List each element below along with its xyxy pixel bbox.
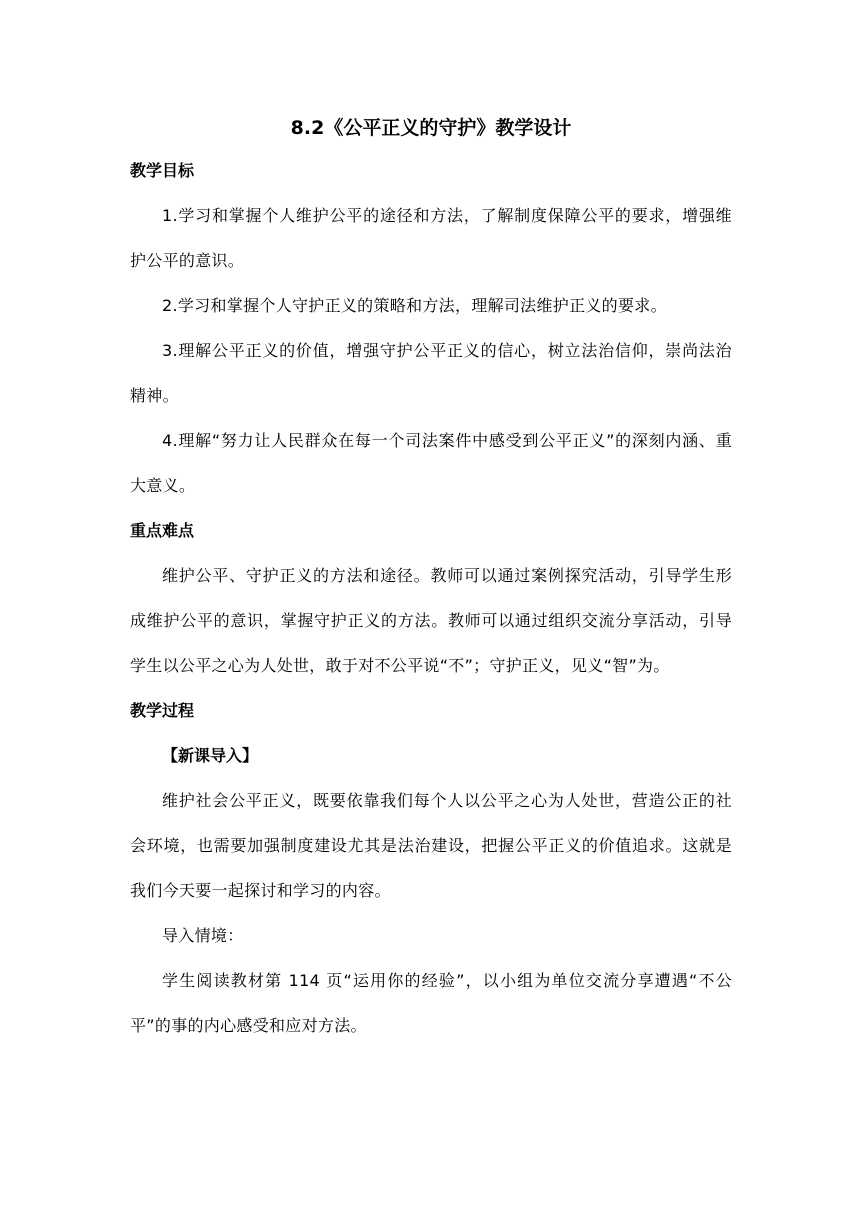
scenario-label: 导入情境： xyxy=(162,926,244,945)
intro-text: 维护社会公平正义，既要依靠我们每个人以公平之心为人处世，营造公正的社会环境，也需要加强制度建设尤其是法治建设，把握公平正义的价值追求。这就是我们今天要一起探讨和学习的内容。 xyxy=(130,791,732,900)
key-points-section xyxy=(130,508,732,688)
objectives-heading: 教学目标 xyxy=(130,161,195,180)
process-section xyxy=(130,688,732,1048)
objective-item-4: 4.理解“努力让人民群众在每一个司法案件中感受到公平正义”的深刻内涵、重大意义。 xyxy=(130,431,732,495)
document-title: 8.2《公平正义的守护》教学设计 xyxy=(290,117,572,139)
intro-heading: 【新课导入】 xyxy=(162,746,259,765)
objective-item-3: 3.理解公平正义的价值，增强守护公平正义的信心，树立法治信仰，崇尚法治精神。 xyxy=(130,341,732,405)
key-points-heading: 重点难点 xyxy=(130,521,195,540)
objective-item-2: 2.学习和掌握个人守护正义的策略和方法，理解司法维护正义的要求。 xyxy=(162,296,667,315)
objective-item-1: 1.学习和掌握个人维护公平的途径和方法，了解制度保障公平的要求，增强维护公平的意识。 xyxy=(130,206,732,270)
process-heading: 教学过程 xyxy=(130,701,195,720)
objectives-section xyxy=(130,148,732,508)
key-points-text: 维护公平、守护正义的方法和途径。教师可以通过案例探究活动，引导学生形成维护公平的意识，掌握守护正义的方法。教师可以通过组织交流分享活动，引导学生以公平之心为人处世，敢于对不公平说“不”；守护正义，见义“智”为。 xyxy=(130,566,732,675)
document-page xyxy=(130,108,732,1048)
scenario-text: 学生阅读教材第 114 页“运用你的经验”，以小组为单位交流分享遭遇“不公平”的事的内心感受和应对方法。 xyxy=(130,971,732,1035)
